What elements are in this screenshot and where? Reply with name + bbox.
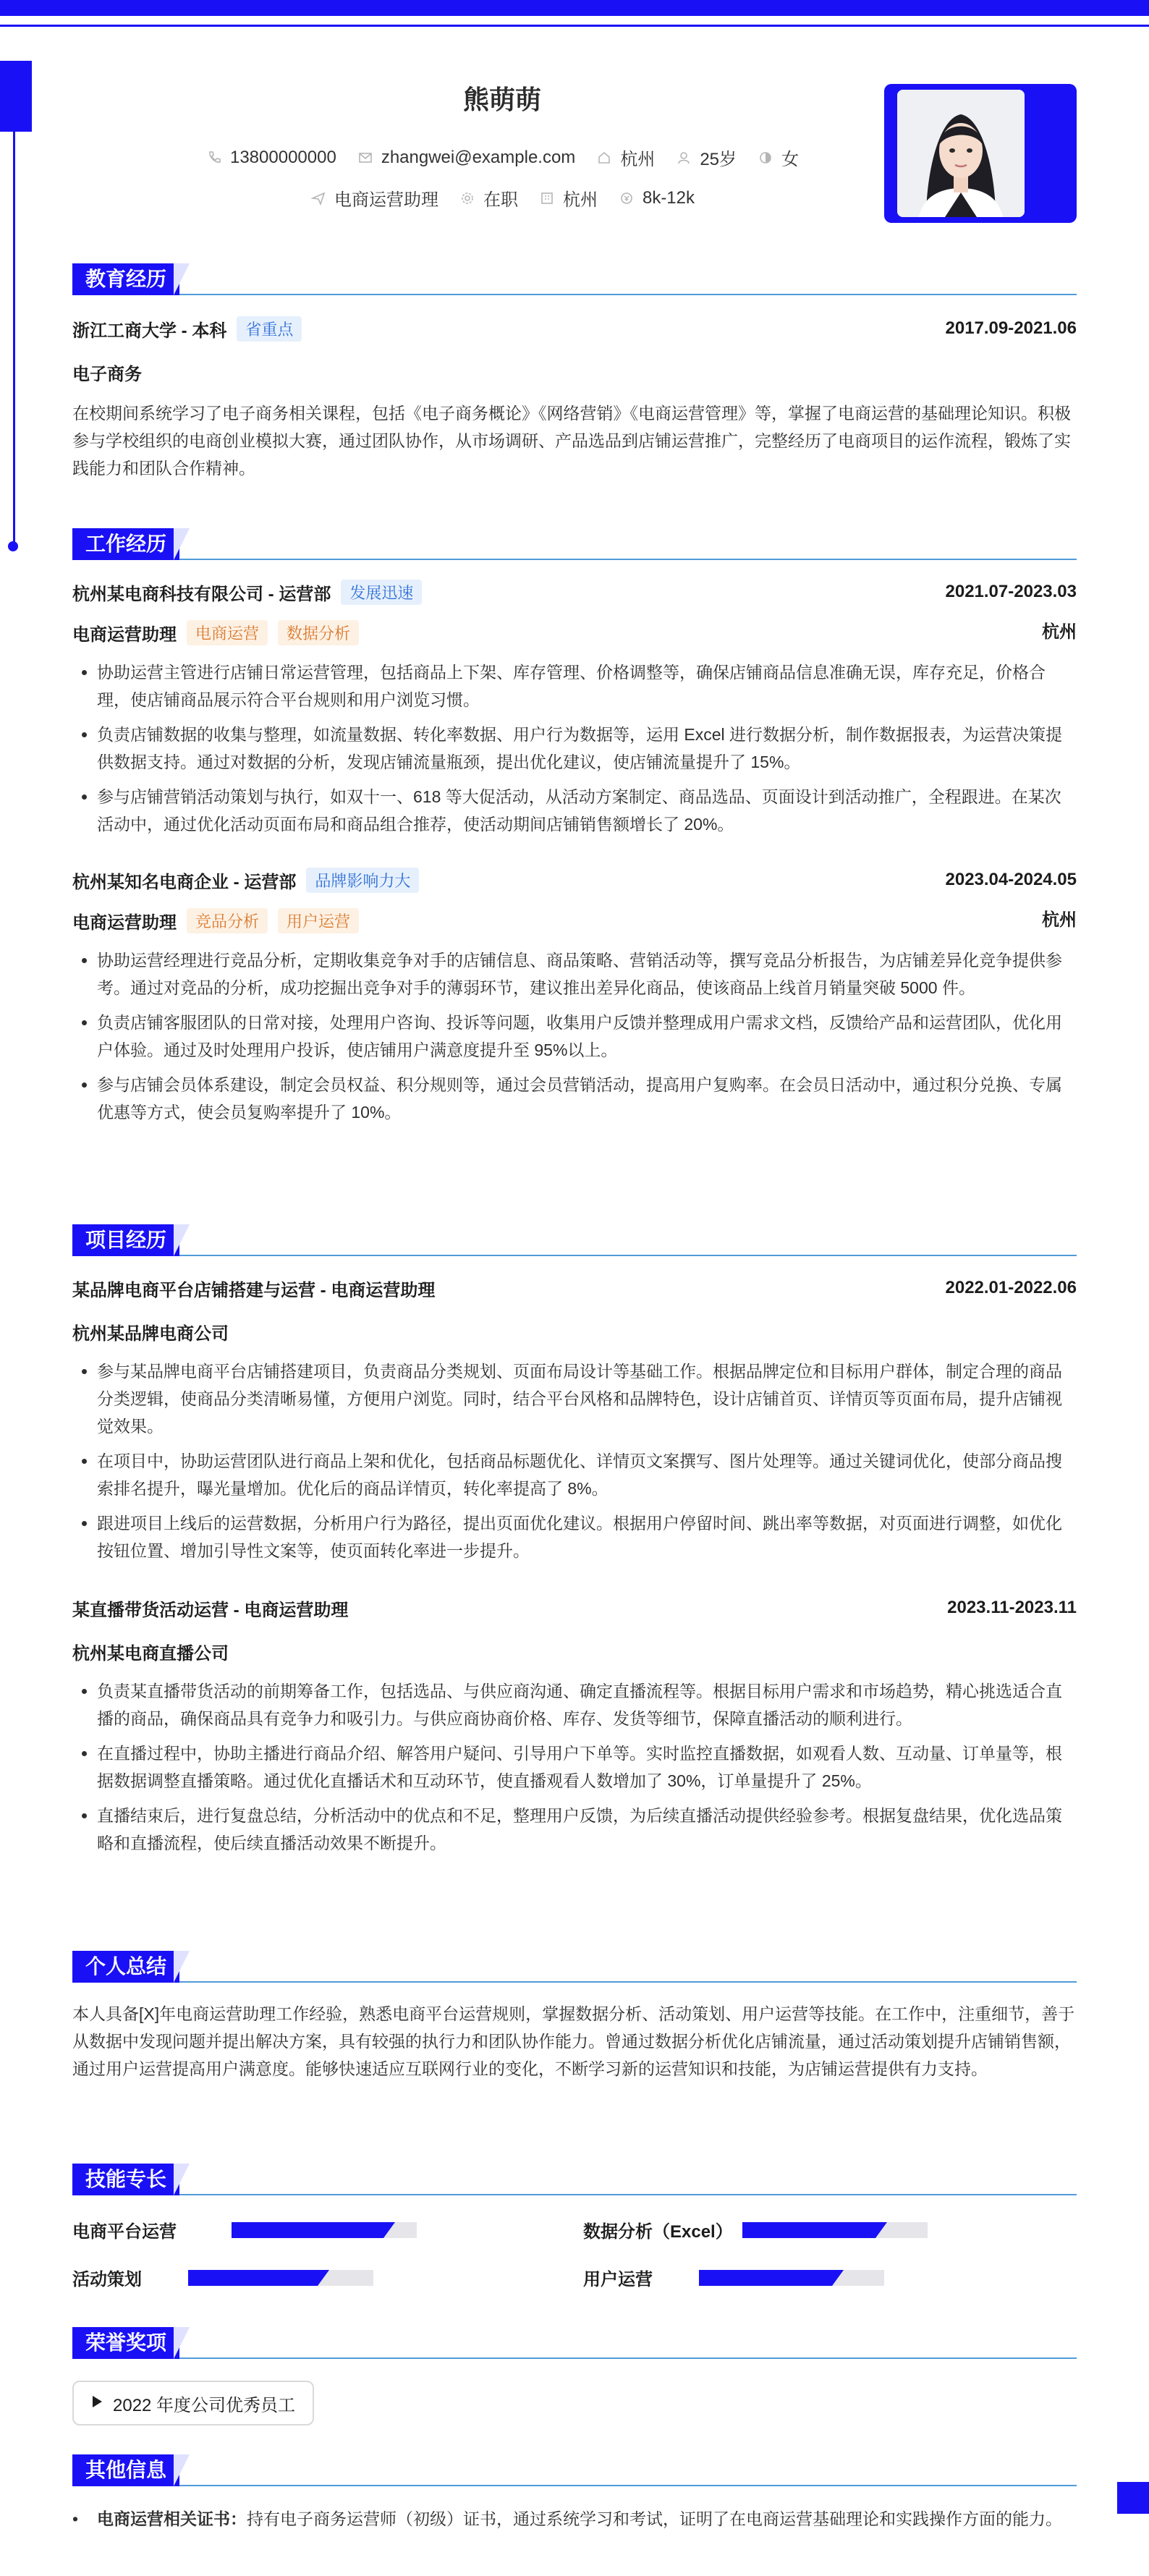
project-company: 杭州某电商直播公司 bbox=[72, 1643, 229, 1664]
section-title: 工作经历 bbox=[72, 528, 179, 560]
section-rule bbox=[72, 1981, 1077, 1983]
skill-tag: 竞品分析 bbox=[187, 908, 268, 933]
list-item: • 协助运营主管进行店铺日常运营管理，包括商品上下架、库存管理、价格调整等，确保店铺商品信息准确无误，库存充足，价格合理，使店铺商品展示符合平台规则和用户浏览习惯。 bbox=[97, 658, 1077, 713]
project-period: 2022.01-2022.06 bbox=[945, 1278, 1077, 1297]
skill-label: 用户运营 bbox=[583, 2270, 653, 2289]
section-title: 个人总结 bbox=[72, 1951, 179, 1983]
section-header bbox=[72, 263, 1077, 295]
work-company-row bbox=[72, 865, 1077, 894]
project-title-row bbox=[72, 1593, 1077, 1622]
certificate-label: 电商运营相关证书： bbox=[97, 2509, 247, 2528]
school-tag: 省重点 bbox=[237, 316, 302, 342]
left-accent-dot bbox=[8, 541, 18, 551]
section-header bbox=[72, 528, 1077, 560]
section-title: 教育经历 bbox=[72, 263, 179, 295]
skill-label: 活动策划 bbox=[72, 2270, 142, 2289]
section-title: 其他信息 bbox=[72, 2454, 179, 2486]
job-intent-text: 电商运营助理 bbox=[334, 190, 438, 210]
phone-text: 13800000000 bbox=[229, 147, 336, 167]
section-header bbox=[72, 2327, 1077, 2359]
skill-bar bbox=[232, 2222, 417, 2238]
skill-bar bbox=[188, 2270, 373, 2286]
skills-section bbox=[72, 2164, 1077, 2311]
skill-bar-cap bbox=[875, 2222, 887, 2238]
building-icon bbox=[538, 190, 556, 207]
avatar bbox=[897, 90, 1025, 217]
certificate-item bbox=[72, 2505, 1077, 2533]
send-icon bbox=[310, 190, 327, 207]
section-title-tail bbox=[174, 2164, 190, 2195]
skill-item bbox=[72, 2217, 417, 2242]
award-item bbox=[72, 2381, 314, 2425]
work-role: 电商运营助理 bbox=[72, 624, 177, 645]
skill-tag: 用户运营 bbox=[278, 908, 359, 933]
salary-info bbox=[618, 188, 695, 208]
money-icon bbox=[618, 190, 635, 207]
left-accent-block bbox=[0, 61, 32, 132]
work-bullets bbox=[72, 658, 1077, 838]
right-accent-block bbox=[1117, 2482, 1149, 2514]
award-label: 2022 年度公司优秀员工 bbox=[113, 2395, 296, 2415]
skill-bar-cap bbox=[318, 2270, 329, 2286]
summary-section bbox=[72, 1951, 1077, 2083]
project-entry bbox=[72, 1593, 1077, 1857]
section-title-tail bbox=[174, 263, 190, 295]
work-company: 杭州某电商科技有限公司 - 运营部 bbox=[72, 584, 331, 604]
email-info bbox=[357, 148, 576, 168]
section-rule bbox=[72, 2485, 1077, 2486]
section-title-tail bbox=[174, 1224, 190, 1256]
project-title-row bbox=[72, 1274, 1077, 1302]
section-header bbox=[72, 2164, 1077, 2195]
school-name: 浙江工商大学 - 本科 bbox=[72, 321, 227, 341]
top-accent-bar bbox=[0, 0, 1149, 16]
job-intent-info bbox=[310, 185, 438, 211]
section-title-tail bbox=[174, 2454, 190, 2486]
project-period: 2023.11-2023.11 bbox=[947, 1598, 1077, 1617]
age-info bbox=[675, 145, 737, 170]
work-entry bbox=[72, 577, 1077, 838]
company-tag: 发展迅速 bbox=[341, 580, 422, 605]
other-section bbox=[72, 2454, 1077, 2533]
skill-bar-fill bbox=[742, 2222, 875, 2238]
skill-bar-fill bbox=[232, 2222, 383, 2238]
section-header bbox=[72, 2454, 1077, 2486]
list-item: • 在直播过程中，协助主播进行商品介绍、解答用户疑问、引导用户下单等。实时监控直播数据，如观看人数、互动量、订单量等，根据数据调整直播策略。通过优化直播话术和互动环节，使直播观看人数增加了 30%，订单量提升了 25%。 bbox=[97, 1740, 1077, 1795]
play-triangle-icon bbox=[91, 2393, 103, 2413]
section-title-tail bbox=[174, 528, 190, 560]
city-info bbox=[595, 145, 655, 170]
phone-icon bbox=[205, 149, 223, 166]
city-text: 杭州 bbox=[620, 150, 656, 169]
skills-grid bbox=[72, 2217, 1077, 2311]
list-item: • 参与店铺会员体系建设，制定会员权益、积分规则等，通过会员营销活动，提高用户复购率。在会员日活动中，通过积分兑换、专属优惠等方式，使会员复购率提升了 10%。 bbox=[97, 1071, 1077, 1126]
gear-icon bbox=[459, 190, 476, 207]
project-company-row bbox=[72, 1637, 1077, 1666]
major-row bbox=[72, 357, 1077, 386]
project-company-row bbox=[72, 1317, 1077, 1346]
list-item: • 在项目中，协助运营团队进行商品上架和优化，包括商品标题优化、详情页文案撰写、图片处理等。通过关键词优化，使部分商品搜索排名提升，曝光量增加。优化后的商品详情页，转化率提高了 8%。 bbox=[97, 1447, 1077, 1502]
projects-section bbox=[72, 1224, 1077, 1864]
list-item: • 负责店铺数据的收集与整理，如流量数据、转化率数据、用户行为数据等，运用 Excel 进行数据分析，制作数据报表，为运营决策提供数据支持。通过对数据的分析，发现店铺流量瓶颈，提出优化建议，使店铺流量提升了 15%。 bbox=[97, 721, 1077, 776]
education-description: 在校期间系统学习了电子商务相关课程，包括《电子商务概论》《网络营销》《电商运营管理》等，掌握了电商运营的基础理论知识。积极参与学校组织的电商创业模拟大赛，通过团队协作，从市场调研、产品选品到店铺运营推广，完整经历了电商项目的运作流程，锻炼了实践能力和团队合作精神。 bbox=[72, 404, 1071, 478]
section-rule bbox=[72, 1255, 1077, 1256]
major-name: 电子商务 bbox=[72, 364, 142, 384]
work-period: 2021.07-2023.03 bbox=[945, 582, 1077, 601]
candidate-name: 熊萌萌 bbox=[462, 85, 541, 114]
project-title: 某品牌电商平台店铺搭建与运营 - 电商运营助理 bbox=[72, 1280, 436, 1300]
skill-bar-cap bbox=[383, 2222, 395, 2238]
left-accent-line bbox=[13, 132, 15, 544]
gender-info bbox=[757, 145, 799, 170]
section-rule bbox=[72, 2194, 1077, 2195]
mail-icon bbox=[357, 149, 374, 166]
summary-text: 本人具备[X]年电商运营助理工作经验，熟悉电商平台运营规则，掌握数据分析、活动策划、用户运营等技能。在工作中，注重细节，善于从数据中发现问题并提出解决方案，具有较强的执行力和团队协作能力。曾通过数据分析优化店铺流量，通过活动策划提升店铺销售额，通过用户运营提高用户满意度。能够快速适应互联网行业的变化，不断学习新的运营知识和技能，为店铺运营提供有力支持。 bbox=[72, 2004, 1075, 2078]
section-title: 技能专长 bbox=[72, 2164, 179, 2195]
work-city: 杭州 bbox=[1042, 910, 1077, 930]
gender-icon bbox=[757, 149, 774, 166]
section-rule bbox=[72, 2357, 1077, 2359]
list-item: • 负责某直播带货活动的前期筹备工作，包括选品、与供应商沟通、确定直播流程等。根据目标用户需求和市场趋势，精心挑选适合直播的商品，确保商品具有竞争力和吸引力。与供应商协商价格、库存、发货等细节，保障直播活动的顺利进行。 bbox=[97, 1677, 1077, 1732]
section-title-tail bbox=[174, 2327, 190, 2359]
work-role-row bbox=[72, 618, 1077, 647]
certificate-text: 持有电子商务运营师（初级）证书，通过系统学习和考试，证明了在电商运营基础理论和实践操作方面的能力。 bbox=[247, 2509, 1062, 2528]
work-city: 杭州 bbox=[1042, 622, 1077, 642]
education-period: 2017.09-2021.06 bbox=[945, 318, 1077, 338]
project-bullets bbox=[72, 1357, 1077, 1564]
work-role: 电商运营助理 bbox=[72, 912, 177, 933]
section-title: 项目经历 bbox=[72, 1224, 179, 1256]
education-row bbox=[72, 314, 1077, 343]
skill-item bbox=[583, 2217, 928, 2242]
salary-text: 8k-12k bbox=[642, 187, 695, 208]
project-title: 某直播带货活动运营 - 电商运营助理 bbox=[72, 1600, 349, 1620]
skill-tag: 数据分析 bbox=[278, 620, 359, 645]
work-entry bbox=[72, 865, 1077, 1126]
section-rule bbox=[72, 559, 1077, 560]
expected-city-text: 杭州 bbox=[562, 190, 598, 210]
education-section bbox=[72, 263, 1077, 482]
list-item: • 协助运营经理进行竞品分析，定期收集竞争对手的店铺信息、商品策略、营销活动等，撰写竞品分析报告，为店铺差异化竞争提供参考。通过对竞品的分析，成功挖掘出竞争对手的薄弱环节，建议推出差异化商品，使该商品上线首月销量突破 5000 件。 bbox=[97, 946, 1077, 1001]
skill-bar-fill bbox=[699, 2270, 832, 2286]
gender-text: 女 bbox=[781, 150, 800, 169]
section-title: 荣誉奖项 bbox=[72, 2327, 179, 2359]
skill-tag: 电商运营 bbox=[187, 620, 268, 645]
section-header bbox=[72, 1224, 1077, 1256]
phone-info bbox=[205, 148, 336, 168]
work-company: 杭州某知名电商企业 - 运营部 bbox=[72, 872, 297, 892]
email-text: zhangwei@example.com bbox=[381, 147, 576, 167]
section-header bbox=[72, 1951, 1077, 1983]
list-item: • 跟进项目上线后的运营数据，分析用户行为路径，提出页面优化建议。根据用户停留时间、跳出率等数据，对页面进行调整，如优化按钮位置、增加引导性文案等，使页面转化率进一步提升。 bbox=[97, 1509, 1077, 1564]
user-icon bbox=[675, 149, 692, 166]
photo-frame bbox=[884, 84, 1077, 223]
work-role-row bbox=[72, 906, 1077, 935]
awards-section bbox=[72, 2327, 1077, 2439]
resume-header bbox=[72, 65, 1077, 239]
project-company: 杭州某品牌电商公司 bbox=[72, 1323, 229, 1344]
project-bullets bbox=[72, 1677, 1077, 1857]
bullet-dot: • bbox=[72, 2509, 79, 2528]
list-item: • 直播结束后，进行复盘总结，分析活动中的优点和不足，整理用户反馈，为后续直播活动提供经验参考。根据复盘结果，优化选品策略和直播流程，使后续直播活动效果不断提升。 bbox=[97, 1802, 1077, 1857]
skill-bar-fill bbox=[188, 2270, 318, 2286]
skill-bar bbox=[742, 2222, 928, 2238]
section-rule bbox=[72, 294, 1077, 295]
list-item: • 参与店铺营销活动策划与执行，如双十一、618 等大促活动，从活动方案制定、商品选品、页面设计到活动推广，全程跟进。在某次活动中，通过优化活动页面布局和商品组合推荐，使活动期间店铺销售额增长了 20%。 bbox=[97, 783, 1077, 838]
work-company-row bbox=[72, 577, 1077, 606]
skill-item bbox=[583, 2265, 884, 2290]
skill-bar-cap bbox=[832, 2270, 844, 2286]
work-section bbox=[72, 528, 1077, 1133]
work-period: 2023.04-2024.05 bbox=[945, 870, 1077, 889]
list-item: • 负责店铺客服团队的日常对接，处理用户咨询、投诉等问题，收集用户反馈并整理成用户需求文档，反馈给产品和运营团队，优化用户体验。通过及时处理用户投诉，使店铺用户满意度提升至 95%以上。 bbox=[97, 1009, 1077, 1064]
skill-label: 数据分析（Excel） bbox=[583, 2222, 733, 2242]
age-text: 25岁 bbox=[700, 150, 737, 169]
company-tag: 品牌影响力大 bbox=[306, 868, 419, 893]
top-accent-line bbox=[0, 25, 1149, 27]
home-icon bbox=[595, 149, 613, 166]
skill-bar bbox=[699, 2270, 884, 2286]
section-title-tail bbox=[174, 1951, 190, 1983]
work-bullets bbox=[72, 946, 1077, 1126]
skill-label: 电商平台运营 bbox=[72, 2222, 177, 2242]
contact-row bbox=[72, 145, 932, 170]
expected-city-info bbox=[538, 185, 598, 211]
list-item: • 参与某品牌电商平台店铺搭建项目，负责商品分类规划、页面布局设计等基础工作。根据品牌定位和目标用户群体，制定合理的商品分类逻辑，使商品分类清晰易懂，方便用户浏览。同时，结合平台风格和品牌特色，设计店铺首页、详情页等页面布局，提升店铺视觉效果。 bbox=[97, 1357, 1077, 1440]
project-entry bbox=[72, 1274, 1077, 1564]
status-text: 在职 bbox=[483, 190, 518, 210]
skill-item bbox=[72, 2265, 373, 2290]
intent-row bbox=[72, 185, 932, 211]
status-info bbox=[459, 185, 518, 211]
